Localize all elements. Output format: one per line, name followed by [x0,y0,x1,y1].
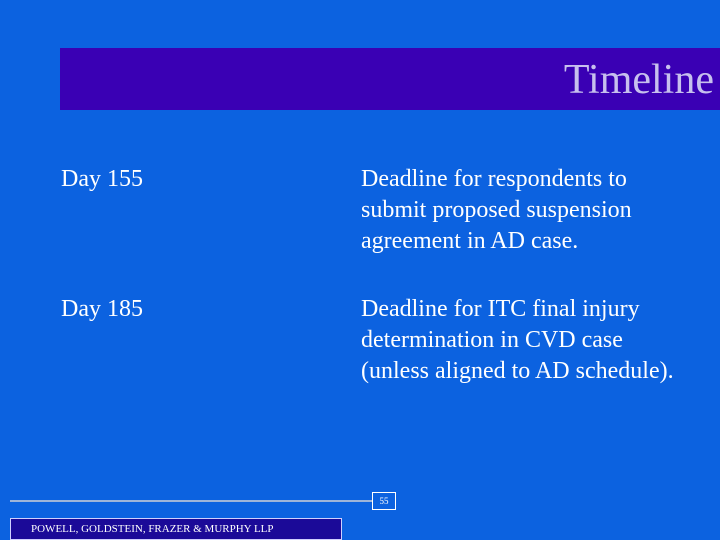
timeline-day-label: Day 185 [61,296,143,322]
page-number: 55 [372,492,396,510]
timeline-day-label: Day 155 [61,166,143,192]
slide-title: Timeline [563,57,714,103]
footer-firm-name: POWELL, GOLDSTEIN, FRAZER & MURPHY LLP [31,523,274,535]
timeline-description: Deadline for ITC final injury determination in CVD case (unless aligned to AD schedule). [361,296,674,384]
footer-bar [10,518,342,540]
title-bar [60,48,720,110]
footer-divider [10,500,372,502]
timeline-description: Deadline for respondents to submit proposed suspension agreement in AD case. [361,166,632,254]
